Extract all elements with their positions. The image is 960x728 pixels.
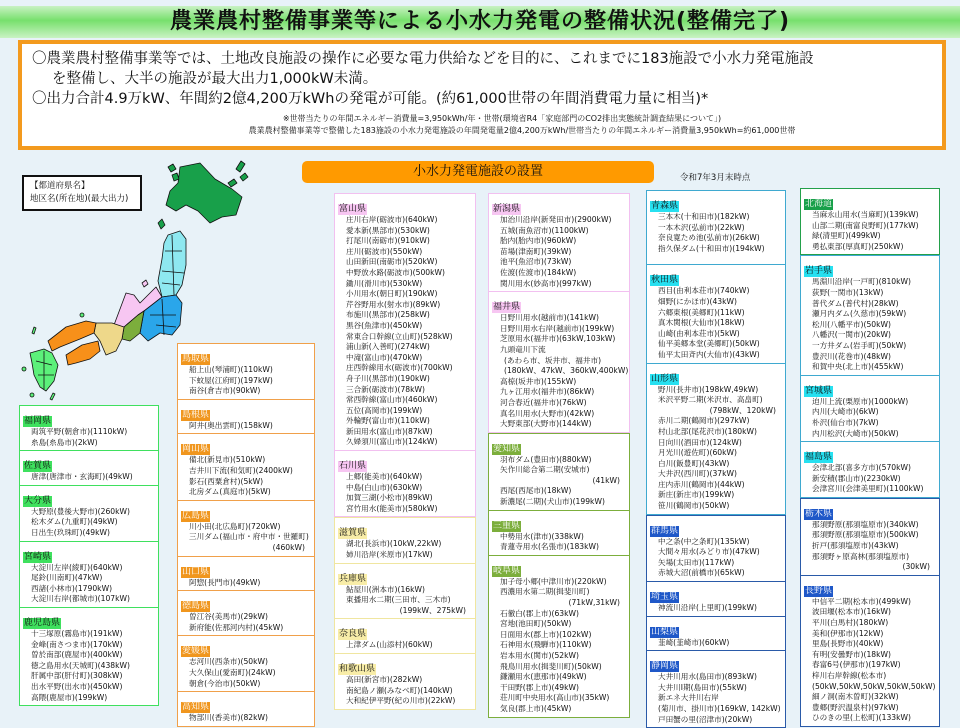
site-item: 会津宮川(会津美里町)(1100kW) — [812, 484, 924, 494]
site-item: 六郷東根(美郷町)(11kW) — [658, 307, 745, 317]
site-item: 池平(魚沼市)(73kW) — [500, 257, 572, 267]
column-tohoku-kanto — [646, 190, 786, 728]
site-item: 迫川上流(栗原市)(1000kW) — [812, 396, 909, 406]
site-item: 三合新(砺波市)(78kW) — [346, 384, 425, 394]
site-item: 金峰(南さつま市)(170kW) — [31, 639, 123, 649]
site-item: 加賀三湖(小松市)(89kW) — [346, 493, 433, 503]
site-item: 新府能(佐那河内村)(45kW) — [189, 622, 284, 632]
column-chugoku-shikoku — [177, 343, 315, 727]
site-item: 大久保山(愛南町)(24kW) — [189, 667, 276, 677]
site-item: 大井川用水(島田市)(893kW) — [658, 672, 757, 682]
site-item: 出水平野(出水市)(450kW) — [31, 681, 123, 691]
pref-name: 和歌山県 — [339, 664, 376, 674]
site-item: 西濃用水第二期(揖斐川町) — [500, 587, 590, 597]
pref-name: 秋田県 — [651, 275, 679, 286]
site-item: 打尾川(南砺市)(910kW) — [346, 236, 430, 246]
site-item: 備北(新見市)(510kW) — [189, 455, 266, 465]
pref-name: 兵庫県 — [339, 573, 367, 584]
site-item: 平川(白馬村)(180kW) — [812, 618, 889, 628]
site-item: 曽於南部(鹿屋市)(400kW) — [31, 650, 123, 660]
site-item: 三川ダム(福山市・府中市・世羅町) — [189, 532, 309, 542]
site-item: 山崎(由利本荘市)(5kW) — [658, 328, 740, 338]
site-item: 豊郷(野沢温泉村)(97kW) — [812, 702, 899, 712]
map-shikoku — [66, 341, 100, 365]
site-item: 青蓮寺用水(名張市)(183kW) — [500, 542, 599, 552]
site-item: 九頭竜川下流 — [500, 344, 546, 354]
pref-name: 山口県 — [182, 566, 210, 577]
site-item: 春富6号(伊那市)(197kW) — [812, 660, 901, 670]
pref-ehime — [177, 636, 315, 692]
pref-niigata — [488, 193, 630, 292]
site-item: 月光川(遊佐町)(60kW) — [658, 448, 737, 458]
site-item: (菊川市、掛川市)(169kW, 142kW) — [658, 704, 781, 713]
site-item: (30kW) — [902, 562, 930, 572]
pref-name: 大分県 — [24, 495, 52, 506]
site-item: 日野川用水(越前市)(141kW) — [500, 313, 599, 323]
pref-hiroshima — [177, 501, 315, 557]
pref-shiga — [334, 517, 476, 563]
site-item: 緑(清里町)(499kW) — [812, 231, 881, 241]
site-item: 真名川用水(大野市)(42kW) — [500, 408, 595, 418]
site-item: 一本木沢(弘前市)(22kW) — [658, 222, 745, 232]
site-item: 愛本新(黒部市)(530kW) — [346, 225, 430, 235]
site-item: 荻野(一関市)(13kW) — [812, 287, 884, 297]
site-item: 浦山新(入善町)(274kW) — [346, 342, 430, 352]
column-hokkaido-tohoku-kanto — [800, 188, 940, 727]
site-item: 宮地(池田町)(50kW) — [500, 619, 572, 629]
pref-yamagata — [646, 364, 786, 515]
site-item: 苗場(津南町)(39kW) — [500, 246, 572, 256]
site-item: 奈良寛ため池(弘前市)(26kW) — [658, 233, 760, 243]
site-item: 当麻永山用水(当麻町)(139kW) — [812, 210, 919, 219]
site-item: 芹谷野用水(射水市)(89kW) — [346, 299, 441, 309]
site-item: 庄川(砺波市)(550kW) — [346, 246, 423, 256]
site-item: 笹川(鶴岡市)(50kW) — [658, 501, 730, 511]
pref-name: 奈良県 — [339, 629, 367, 640]
site-item: 那須野原(那須塩原市)(500kW) — [812, 530, 919, 540]
pref-shimane — [177, 400, 315, 435]
site-item: 徳之島用水(天城町)(438kW) — [31, 660, 130, 670]
site-item: 三本木(十和田市)(182kW) — [658, 212, 750, 221]
pref-toyama — [334, 193, 476, 451]
pref-name: 福井県 — [493, 302, 521, 313]
column-hokuriku-tokai — [488, 193, 630, 718]
legend-line-1: 【都道府県名】 — [30, 181, 90, 191]
site-item: 南紀島ノ瀬(みなべ町)(140kW) — [346, 685, 453, 695]
pref-name: 島根県 — [182, 409, 210, 420]
pref-name: 長野県 — [805, 585, 833, 596]
site-item: 戸田蟹の里(沼津市)(20kW) — [658, 714, 753, 724]
pref-miyazaki — [19, 542, 159, 608]
site-item: 韮崎(韮崎市)(60kW) — [658, 637, 730, 647]
site-item: 那須野原(那須塩原市)(340kW) — [812, 519, 919, 529]
pref-name: 広島県 — [182, 510, 210, 521]
site-item: 日野川用水右岸(越前市)(199kW) — [500, 323, 615, 333]
pref-name: 愛媛県 — [182, 646, 210, 657]
pref-name: 岩手県 — [805, 266, 833, 277]
site-item: (199kW、275kW) — [399, 605, 466, 615]
legend-line-2: 地区名(所在地)(最大出力) — [30, 194, 129, 204]
site-item: 山田新田(南砺市)(520kW) — [346, 257, 438, 267]
legend-box — [22, 175, 142, 211]
site-item: 中之条(中之条町)(135kW) — [658, 536, 750, 546]
site-item: 黒谷(魚津市)(450kW) — [346, 320, 423, 330]
summary-line-2: 〇出力合計4.9万kW、年間約2億4,200万kWhの発電が可能。(約61,000世帯の年間消費電力量に相当)* — [32, 91, 709, 107]
summary-line-1b: を整備し、大半の施設が最大出力1,000kW未満。 — [52, 71, 378, 87]
site-item: 矢作川総合第二期(安城市) — [500, 465, 590, 475]
pref-aomori — [646, 190, 786, 265]
site-item: 波田堰(松本市)(16kW) — [812, 607, 891, 617]
site-item: 芝原用水(福井市)(63kW,103kW) — [500, 334, 616, 344]
site-item: 物部川(香美市)(82kW) — [189, 713, 268, 723]
site-item: 中島(白山市)(630kW) — [346, 482, 423, 492]
site-item: 瀬月内ダム(久慈市)(59kW) — [812, 309, 907, 319]
pref-name: 三重県 — [493, 520, 521, 531]
site-item: 仙平美郷本堂(美郷町)(50kW) — [658, 339, 760, 349]
column-kyushu — [19, 405, 159, 706]
site-item: 舟子川(黒部市)(190kW) — [346, 373, 430, 383]
site-item: 畑野(にかほ市)(43kW) — [658, 296, 737, 306]
site-item: 羽布ダム(豊田市)(880kW) — [500, 454, 592, 464]
pref-name: 岐阜県 — [493, 565, 521, 576]
pref-iwate — [800, 255, 940, 375]
site-item: 加子母小郷(中津川市)(220kW) — [500, 576, 607, 586]
pref-name: 北海道 — [805, 199, 833, 209]
site-item: 有明(安曇野市)(18kW) — [812, 649, 891, 659]
site-item: 内川松沢(大崎市)(50kW) — [812, 428, 899, 438]
pref-name: 青森県 — [651, 201, 679, 211]
pref-name: 新潟県 — [493, 204, 521, 214]
site-item: 大井沢(西川町)(37kW) — [658, 469, 737, 479]
site-item: 大野原(豊後大野市)(260kW) — [31, 506, 130, 516]
site-item: 村山北部(尾花沢市)(180kW) — [658, 426, 757, 436]
footnote-1: ※世帯当たりの年間エネルギー消費量=3,950kWh/年・世帯(環境省R4「家庭部門のCO2排出実態統計調査結果について」) — [282, 114, 722, 123]
site-item: 庄内赤川(鶴岡市)(44kW) — [658, 479, 745, 489]
site-item: 庄西幹線用水(砺波市)(700kW) — [346, 363, 453, 373]
site-item: 曽江谷(美馬市)(29kW) — [189, 612, 268, 622]
summary-box — [18, 40, 946, 150]
pref-nara — [334, 619, 476, 654]
site-item: 山部二期(南富良野町)(177kW) — [812, 220, 919, 230]
site-item: 鮎屋川(洲本市)(16kW) — [346, 584, 425, 594]
site-item: 高田(新宮市)(282kW) — [346, 675, 423, 684]
site-item: 庄川右岸(砺波市)(640kW) — [346, 215, 438, 224]
site-item: 干田野(郡上市)(49kW) — [500, 682, 579, 692]
site-item: 新安積(郡山市)(2230kW) — [812, 473, 901, 483]
footnote-2: 農業農村整備事業等で整備した183施設の小水力発電施設の年間発電量2億4,200万kWh/世帯当たりの年間エネルギー消費量3,950kWh=約61,000世帯 — [248, 126, 796, 135]
site-item: 気良(郡上市)(45kW) — [500, 703, 572, 713]
site-item: 高椋(坂井市)(155kW) — [500, 376, 577, 386]
site-item: 野川(長井市)(198kW,49kW) — [658, 384, 759, 394]
site-item: 西尾(西尾市)(18kW) — [500, 486, 572, 496]
site-item: 石神用水(飛騨市)(110kW) — [500, 640, 592, 650]
pref-name: 鳥取県 — [182, 354, 210, 364]
site-item: 大井川Ⅰ期(島田市)(55kW) — [658, 682, 747, 692]
pref-name: 静岡県 — [651, 661, 679, 672]
site-item: 中滝(富山市)(470kW) — [346, 352, 423, 362]
site-item: (460kW) — [272, 542, 305, 552]
pref-name: 埼玉県 — [651, 592, 679, 603]
pref-name: 宮崎県 — [24, 551, 52, 562]
site-item: 常東合口幹線(立山町)(528kW) — [346, 331, 453, 341]
pref-name: 鹿児島県 — [24, 617, 61, 628]
pref-fukushima — [800, 442, 940, 498]
pref-name: 富山県 — [339, 204, 367, 214]
pref-kagoshima — [19, 608, 159, 706]
site-item: 指久保ダム(十和田市)(194kW) — [658, 243, 765, 253]
pref-name: 福島県 — [805, 452, 833, 463]
site-item: ひのきの里(上松町)(133kW) — [812, 713, 911, 723]
site-item: 尾鈴(川南町)(47kW) — [31, 573, 103, 583]
site-item: 吉井川下流(和気町)(2400kW) — [189, 465, 293, 475]
site-item: (71kW,31kW) — [568, 598, 620, 608]
site-item: 布施川(黒部市)(258kW) — [346, 310, 430, 320]
pref-tochigi — [800, 498, 940, 576]
site-item: 米沢平野二期(米沢市、高畠町) — [658, 395, 763, 405]
site-item: 東播用水二期(三田市、三木市) — [346, 595, 451, 605]
site-item: 和賀中央(北上市)(455kW) — [812, 362, 904, 372]
section-header: 小水力発電施設の設置 — [302, 161, 654, 183]
pref-name: 愛知県 — [493, 443, 521, 454]
pref-name: 群馬県 — [651, 525, 679, 536]
site-item: 一方井ダム(岩手町)(50kW) — [812, 340, 907, 350]
site-item: 松川(八幡平市)(50kW) — [812, 319, 891, 329]
site-item: 朴沢(仙台市)(7kW) — [812, 417, 879, 427]
site-item: 赤城大沼(前橋市)(65kW) — [658, 568, 745, 578]
pref-akita — [646, 265, 786, 363]
pref-wakayama — [334, 654, 476, 710]
site-item: 姉川沿岸(米原市)(17kW) — [346, 550, 433, 560]
site-item: 赤川二期(鶴岡市)(297kW) — [658, 416, 750, 426]
pref-name: 徳島県 — [182, 601, 210, 612]
pref-miyagi — [800, 376, 940, 442]
site-item: 馬淵川沿岸(一戸町)(810kW) — [812, 277, 911, 287]
map-hokkaido — [166, 163, 242, 223]
pref-kochi — [177, 692, 315, 727]
site-item: 肝属中部(肝付町)(308kW) — [31, 671, 123, 681]
site-item: 内川(大崎市)(6kW) — [812, 407, 879, 417]
site-item: 神流川沿岸(上里町)(199kW) — [658, 603, 757, 613]
pref-hyogo — [334, 564, 476, 620]
pref-name: 石川県 — [339, 461, 367, 472]
pref-oita — [19, 486, 159, 542]
site-item: 新庄(新庄市)(199kW) — [658, 490, 735, 500]
site-item: 中信平二期(松本市)(499kW) — [812, 596, 911, 606]
site-item: (あわら市、坂井市、福井市) — [504, 355, 602, 365]
pref-tottori — [177, 343, 315, 400]
column-hokuriku-kinki — [334, 193, 476, 710]
site-item: 外輪野(富山市)(110kW) — [346, 416, 430, 426]
site-item: 大野東部(大野市)(144kW) — [500, 419, 592, 429]
pref-fukui — [488, 292, 630, 433]
site-item: 矢場(太田市)(117kW) — [658, 557, 735, 567]
site-item: 五位(高岡市)(199kW) — [346, 405, 423, 415]
site-item: 岩本用水(関市)(52kW) — [500, 651, 579, 660]
pref-name: 佐賀県 — [24, 461, 52, 472]
site-item: (41kW) — [592, 475, 620, 485]
site-item: 新エネ大井川右岸 — [658, 693, 719, 703]
site-item: (180kW、47kW、360kW,400kW) — [504, 366, 629, 376]
site-item: 松木ダム(九重町)(49kW) — [31, 517, 118, 527]
site-item: 飛鳥川用水(揖斐川町)(50kW) — [500, 661, 602, 671]
pref-tokushima — [177, 591, 315, 636]
site-item: 湖北(長浜市)(10kW,22kW) — [346, 539, 442, 549]
pref-shizuoka — [646, 651, 786, 728]
site-item: 荘川町中央用水(高山市)(35kW) — [500, 693, 610, 703]
site-item: 日面用水(郡上市)(102kW) — [500, 629, 592, 639]
site-item: 勇払東部(厚真町)(250kW) — [812, 241, 904, 251]
site-item: 朝倉(今治市)(50kW) — [189, 678, 261, 688]
site-item: 阿井(奥出雲町)(158kW) — [189, 420, 273, 430]
pref-name: 栃木県 — [805, 508, 833, 519]
pref-aichi — [488, 433, 630, 511]
site-item: 西目(由利本荘市)(740kW) — [658, 286, 750, 296]
site-item: 梓川右岸幹線(松本市) — [812, 671, 887, 680]
title-bar — [0, 6, 960, 38]
site-item: 唐津(唐津市・玄海町)(49kW) — [31, 472, 133, 482]
site-item: 下蚊屋(江府町)(197kW) — [189, 375, 273, 385]
site-item: 糸島(糸島市)(2kW) — [31, 437, 98, 447]
site-item: 両筑平野(朝倉市)(1110kW) — [31, 427, 128, 436]
site-item: 石徹白(郡上市)(63kW) — [500, 608, 579, 618]
site-item: 新濃尾(二期)(犬山市)(199kW) — [500, 497, 605, 507]
site-item: 白川(飯豊町)(43kW) — [658, 458, 730, 468]
site-item: 南谷(倉吉市)(90kW) — [189, 386, 261, 396]
site-item: 日向川(酒田市)(124kW) — [658, 437, 742, 447]
pref-name: 山梨県 — [651, 626, 679, 637]
site-item: 鎌瀬用水(恵那市)(49kW) — [500, 672, 587, 682]
site-item: 豊沢川(花巻市)(48kW) — [812, 351, 891, 361]
site-item: 大間々用水(みどり市)(47kW) — [658, 547, 760, 557]
site-item: 美和(伊那市)(12kW) — [812, 628, 884, 638]
site-item: 里島(長野市)(40kW) — [812, 639, 884, 649]
site-item: 胎内(胎内市)(960kW) — [500, 236, 577, 246]
summary-line-1: 〇農業農村整備事業等では、土地改良施設の操作に必要な電力供給などを目的に、これまでに183施設で小水力発電施設 — [32, 51, 814, 67]
pref-gifu — [488, 556, 630, 718]
site-item: 北房ダム(真庭市)(5kW) — [189, 487, 271, 497]
site-item: 中野放水路(砺波市)(500kW) — [346, 267, 445, 277]
site-item: 阿惣(長門市)(49kW) — [189, 577, 261, 587]
pref-saga — [19, 451, 159, 486]
site-item: 那須野ヶ原高林(那須塩原市) — [812, 551, 910, 561]
site-item: 仙平太田斉内(大仙市)(43kW) — [658, 349, 760, 359]
pref-fukuoka — [19, 405, 159, 451]
pref-name: 福岡県 — [24, 416, 52, 426]
pref-okayama — [177, 434, 315, 500]
site-item: 上郷(能美市)(640kW) — [346, 472, 423, 482]
site-item: 十三塚原(霧島市)(191kW) — [31, 628, 123, 638]
pref-ishikawa — [334, 451, 476, 517]
site-item: 久婦須川(富山市)(124kW) — [346, 437, 438, 447]
site-item: 普代ダム(普代村)(28kW) — [812, 298, 899, 308]
pref-name: 山形県 — [651, 373, 679, 384]
site-item: 宮竹用水(能美市)(580kW) — [346, 503, 438, 513]
site-item: 大和紀伊平野(紀の川市)(22kW) — [346, 696, 456, 706]
pref-name: 宮城県 — [805, 385, 833, 396]
site-item: 五城(南魚沼市)(1100kW) — [500, 225, 589, 235]
site-item: 大淀川右岸(都城市)(107kW) — [31, 594, 130, 604]
site-item: 上津ダム(山添村)(60kW) — [346, 640, 433, 650]
site-item: 真木関根(大仙市)(18kW) — [658, 318, 745, 328]
site-item: 高隈(鹿屋市)(199kW) — [31, 692, 108, 702]
site-item: 細ノ洞(南木曽町)(32kW) — [812, 692, 899, 702]
pref-nagano — [800, 576, 940, 727]
pref-yamaguchi — [177, 557, 315, 592]
site-item: 西諸(小林市)(1790kW) — [31, 583, 113, 593]
pref-name: 高知県 — [182, 702, 210, 713]
pref-mie — [488, 511, 630, 556]
site-item: 中勢用水(津市)(338kW) — [500, 531, 584, 541]
site-item: 九ヶ江用水(福井市)(86kW) — [500, 387, 595, 397]
site-item: 鋤川(滑川市)(530kW) — [346, 278, 423, 288]
site-item: 折戸(那須塩原市)(43kW) — [812, 541, 899, 551]
site-item: 日出生(玖珠町)(49kW) — [31, 527, 110, 537]
pref-hokkaido — [800, 188, 940, 255]
pref-name: 滋賀県 — [339, 528, 367, 539]
site-item: (50kW,50kW,50kW,50kW,50kW) — [812, 681, 936, 691]
site-item: 影石(西粟倉村)(5kW) — [189, 476, 264, 486]
pref-yamanashi — [646, 617, 786, 652]
site-item: 加治川沿岸(新発田市)(2900kW) — [500, 215, 612, 224]
site-item: (798kW、120kW) — [709, 405, 776, 415]
as-of-date: 令和7年3月末時点 — [680, 173, 751, 183]
pref-gunma — [646, 515, 786, 582]
site-item: 関川用水(妙高市)(997kW) — [500, 278, 592, 288]
site-item: 会津北部(喜多方市)(570kW) — [812, 463, 911, 473]
site-item: 河合春近(福井市)(76kW) — [500, 397, 587, 407]
page-title: 農業農村整備事業等による小水力発電の整備状況(整備完了) — [169, 9, 791, 34]
site-item: 大淀川左岸(綾町)(640kW) — [31, 562, 123, 572]
site-item: 新田用水(富山市)(87kW) — [346, 426, 433, 436]
site-item: 船上山(琴浦町)(110kW) — [189, 365, 273, 374]
site-item: 川小田(北広島町)(720kW) — [189, 521, 281, 531]
pref-saitama — [646, 582, 786, 617]
site-item: 志河川(西条市)(50kW) — [189, 657, 268, 667]
site-item: 八幡沢(一関市)(20kW) — [812, 330, 891, 340]
pref-name: 岡山県 — [182, 444, 210, 455]
site-item: 常西幹線(富山市)(460kW) — [346, 395, 438, 405]
site-item: 佐渡(佐渡市)(184kW) — [500, 267, 577, 277]
site-item: 小川用水(朝日町)(190kW) — [346, 289, 438, 299]
